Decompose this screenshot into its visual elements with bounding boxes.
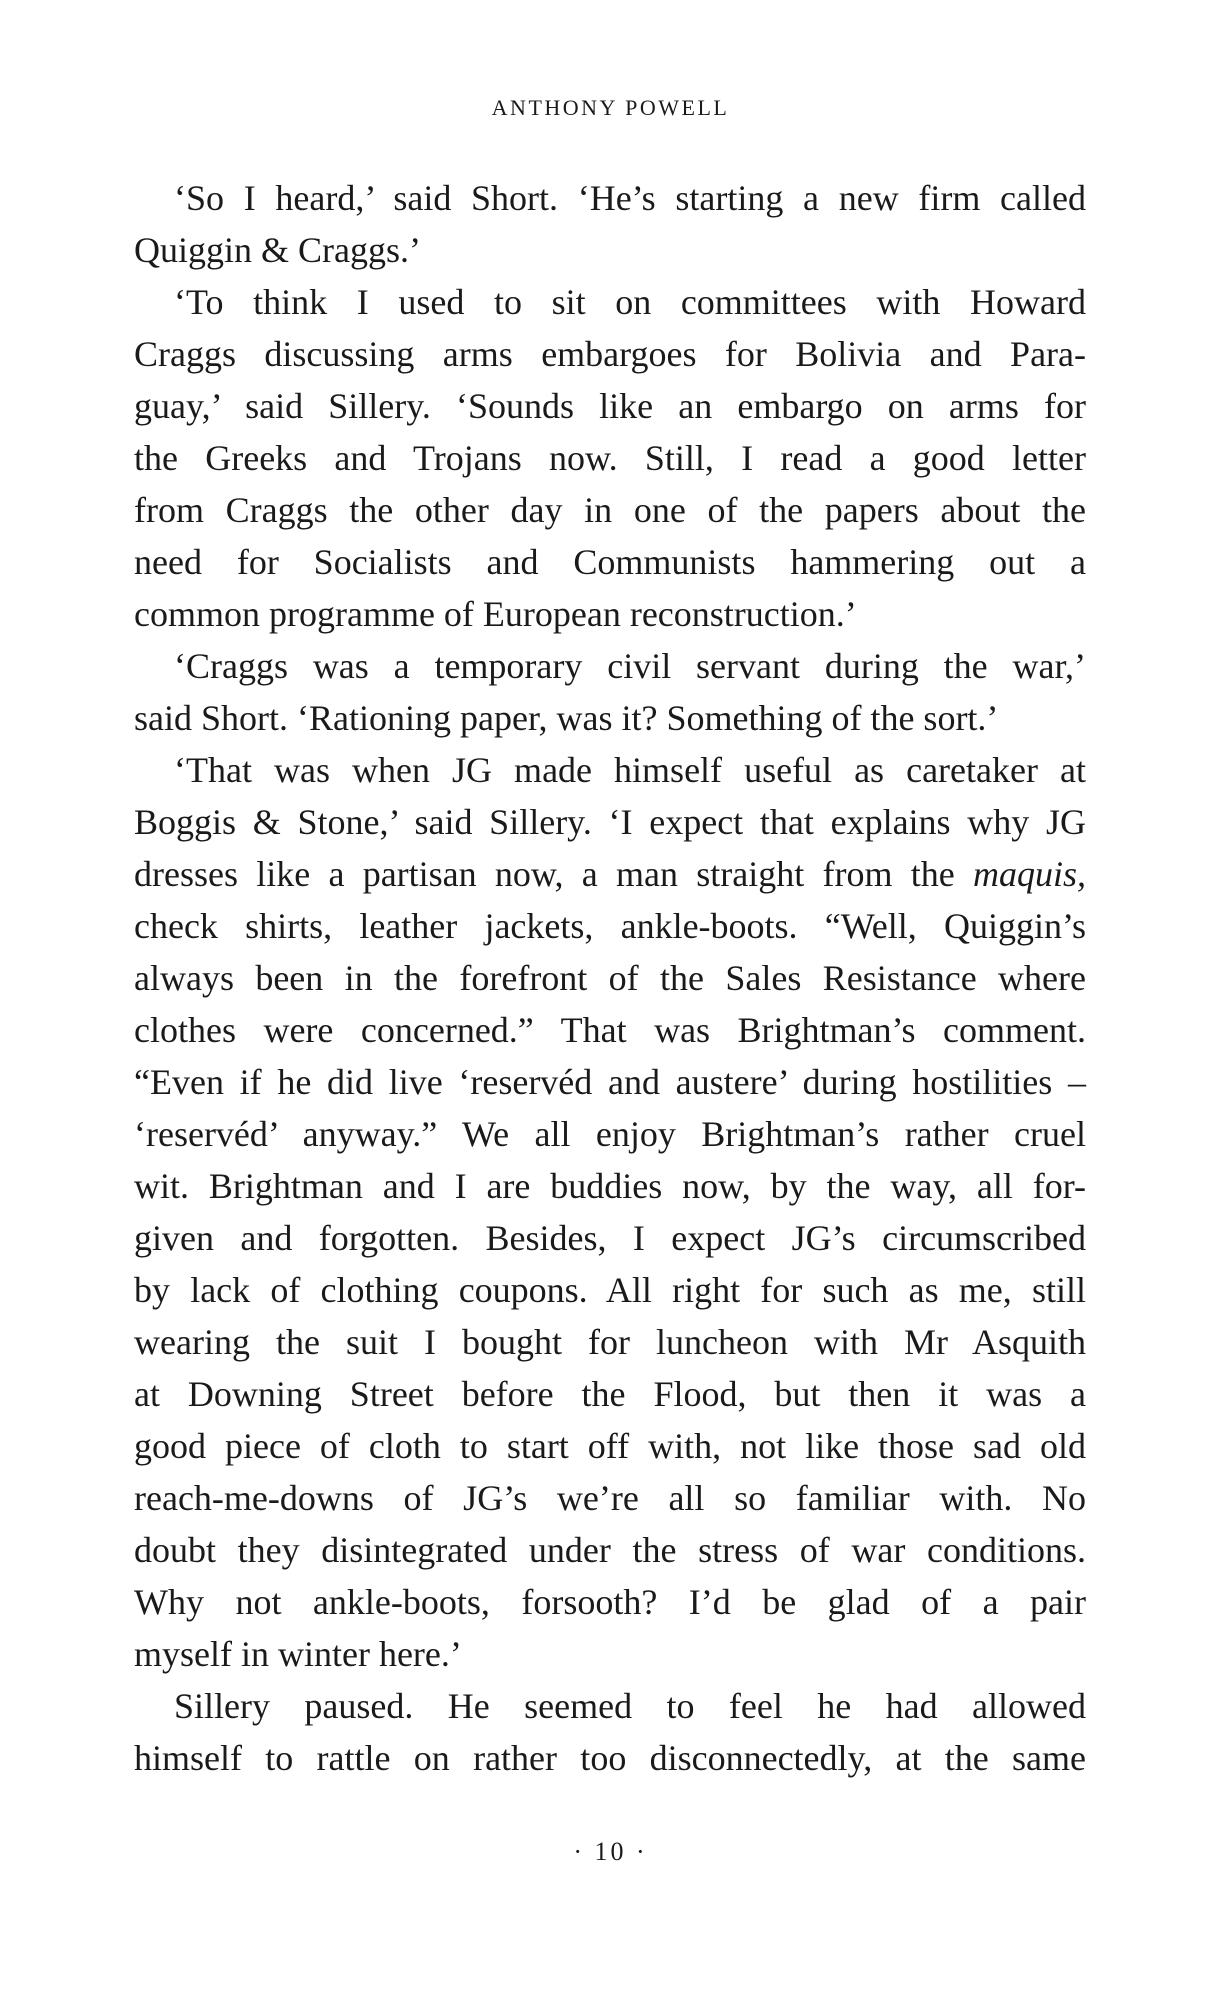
text-line: said Short. ‘Rationing paper, was it? Something of the sort.’ (134, 698, 999, 738)
text-line: reach-me-downs of JG’s we’re all so familiar with. No (134, 1478, 1086, 1518)
text-line: myself in winter here.’ (134, 1634, 462, 1674)
text-line: ‘Craggs was a temporary civil servant during the war,’ (174, 646, 1086, 686)
text-line: Why not ankle-boots, forsooth? I’d be glad of a pair (134, 1582, 1086, 1622)
text-line: wearing the suit I bought for luncheon with Mr Asquith (134, 1322, 1086, 1362)
text-line: Boggis & Stone,’ said Sillery. ‘I expect that explains why JG (134, 802, 1086, 842)
text-line: at Downing Street before the Flood, but then it was a (134, 1374, 1086, 1414)
text-line: common programme of European reconstruction.’ (134, 594, 857, 634)
text-line: given and forgotten. Besides, I expect JG’s circumscribed (134, 1218, 1086, 1258)
body-text (134, 172, 1086, 1784)
page-number: · 10 · (573, 1837, 648, 1866)
text-line: Craggs discussing arms embargoes for Bolivia and Para- (134, 334, 1086, 374)
text-line: need for Socialists and Communists hammering out a (134, 542, 1086, 582)
text-line (134, 848, 1086, 900)
text-line: by lack of clothing coupons. All right for such as me, still (134, 1270, 1086, 1310)
text-line: always been in the forefront of the Sales Resistance where (134, 958, 1086, 998)
text-line: the Greeks and Trojans now. Still, I read a good letter (134, 438, 1086, 478)
text-line: doubt they disintegrated under the stress of war conditions. (134, 1530, 1086, 1570)
text-line: wit. Brightman and I are buddies now, by the way, all for- (134, 1166, 1086, 1206)
text-line: from Craggs the other day in one of the papers about the (134, 490, 1086, 530)
text-line: ‘So I heard,’ said Short. ‘He’s starting a new firm called (174, 178, 1086, 218)
text-line: Quiggin & Craggs.’ (134, 230, 421, 270)
text-line: ‘reservéd’ anyway.” We all enjoy Brightman’s rather cruel (134, 1114, 1086, 1154)
text-line: good piece of cloth to start off with, not like those sad old (134, 1426, 1086, 1466)
text-line: “Even if he did live ‘reservéd and austere’ during hostilities – (134, 1062, 1086, 1102)
text-line: ‘That was when JG made himself useful as caretaker at (174, 750, 1086, 790)
text-line: guay,’ said Sillery. ‘Sounds like an embargo on arms for (134, 386, 1086, 426)
running-head: ANTHONY POWELL (491, 95, 730, 120)
text-line: himself to rattle on rather too disconnectedly, at the same (134, 1738, 1086, 1778)
text-line: ‘To think I used to sit on committees with Howard (174, 282, 1086, 322)
text-line: clothes were concerned.” That was Brightman’s comment. (134, 1010, 1086, 1050)
italic-word: maquis, (972, 854, 1086, 894)
text-line: Sillery paused. He seemed to feel he had allowed (174, 1686, 1086, 1726)
text-line: check shirts, leather jackets, ankle-boots. “Well, Quiggin’s (134, 906, 1086, 946)
text-segment: dresses like a partisan now, a man straight from the (134, 854, 973, 894)
